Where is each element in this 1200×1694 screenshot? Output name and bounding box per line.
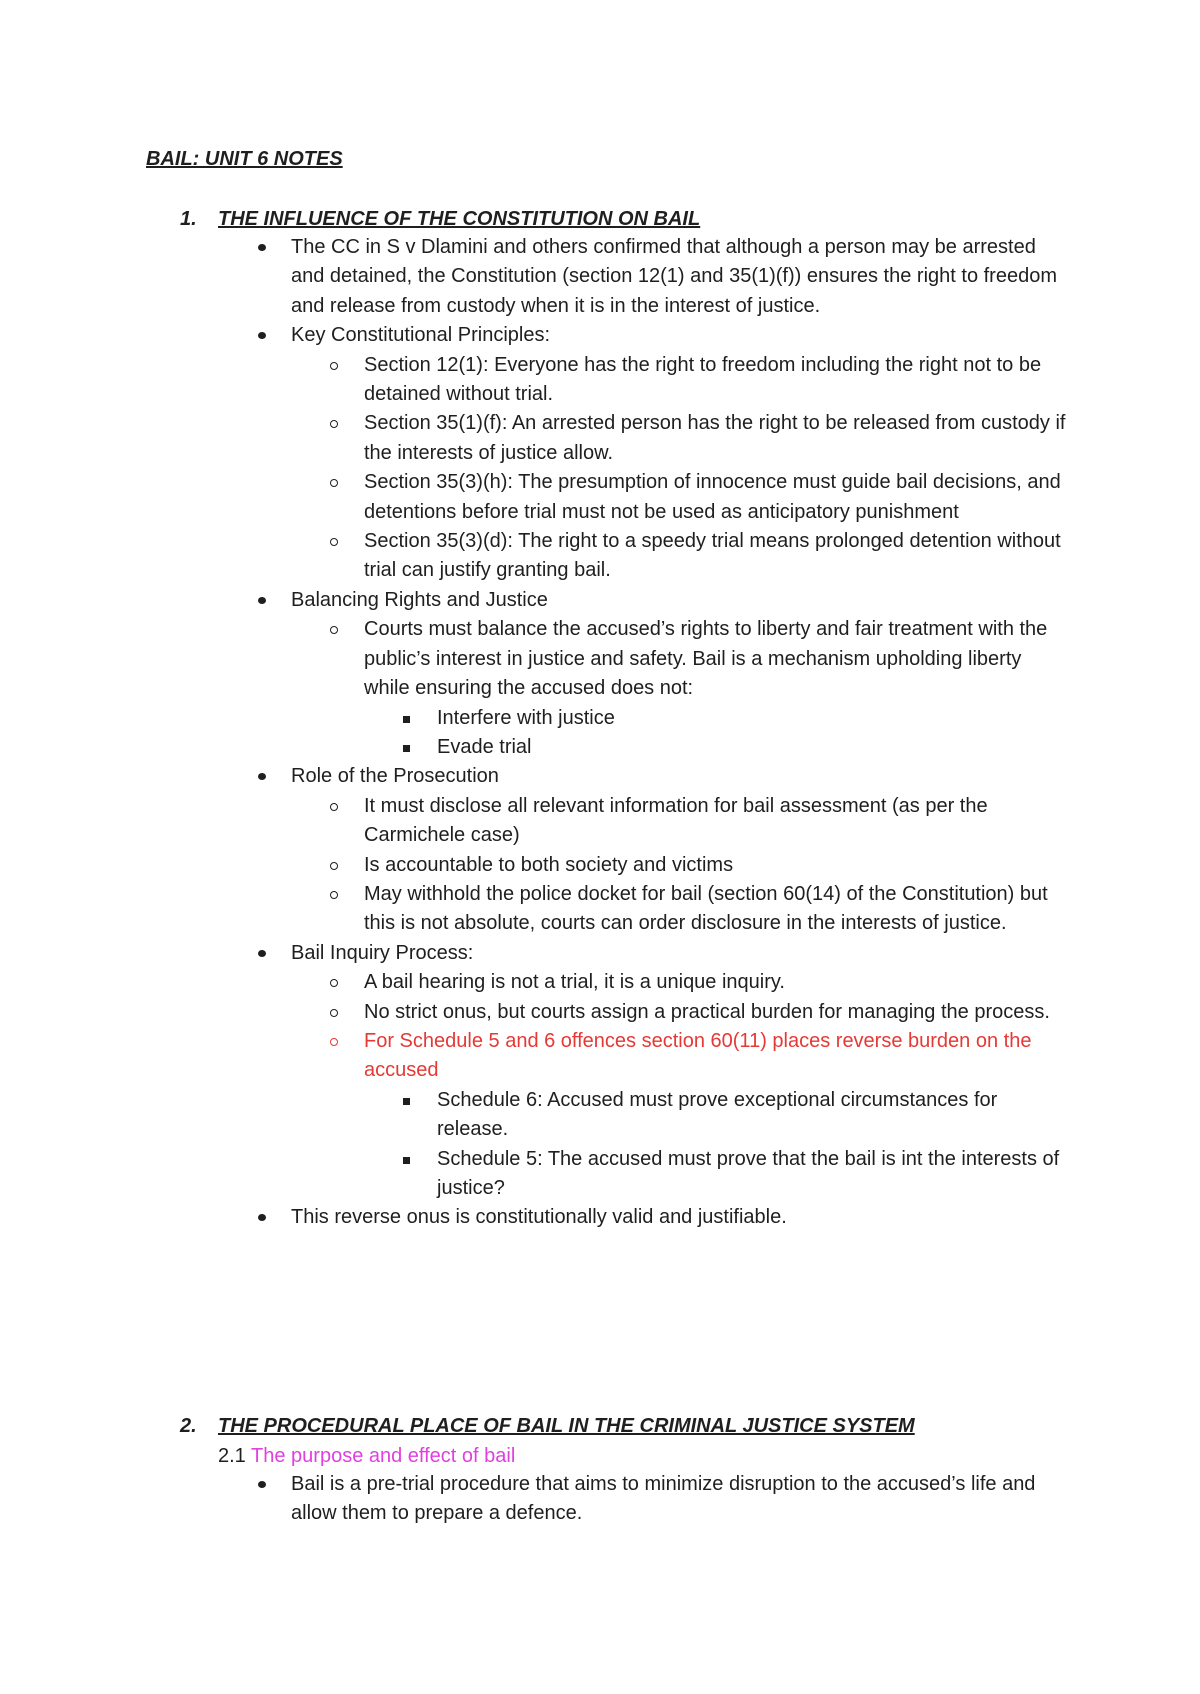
- section-1-bullet-list: [291, 233, 1071, 1233]
- list-item-label: Bail Inquiry Process:: [291, 941, 474, 964]
- sub-list: [364, 615, 1071, 762]
- list-item: This reverse onus is constitutionally valid and justifiable.: [291, 1203, 1071, 1232]
- section-1-title: THE INFLUENCE OF THE CONSTITUTION ON BAIL: [218, 208, 701, 230]
- sub-list-item: Section 35(3)(h): The presumption of innocence must guide bail decisions, and detentions before trial must not be used as anticipatory punishment: [364, 468, 1071, 527]
- list-item-label: Balancing Rights and Justice: [291, 588, 548, 611]
- section-2-title: THE PROCEDURAL PLACE OF BAIL IN THE CRIMINAL JUSTICE SYSTEM: [218, 1415, 915, 1437]
- list-item: [291, 939, 1071, 1204]
- sub-list-item: Section 35(1)(f): An arrested person has the right to be released from custody if the interests of justice allow.: [364, 409, 1071, 468]
- highlighted-sub-list-item-label: For Schedule 5 and 6 offences section 60(11) places reverse burden on the accused: [364, 1029, 1032, 1082]
- sub-sub-list-item: Schedule 6: Accused must prove exceptional circumstances for release.: [437, 1086, 1071, 1145]
- sub-list: [364, 351, 1071, 586]
- sub-sub-list-item: Schedule 5: The accused must prove that the bail is int the interests of justice?: [437, 1145, 1071, 1204]
- sub-sub-list-item: Evade trial: [437, 733, 1071, 762]
- subsection-2-1-heading: [218, 1442, 515, 1470]
- section-1-number: 1.: [180, 208, 197, 230]
- sub-list-item: May withhold the police docket for bail (section 60(14) of the Constitution) but this is not absolute, courts can order disclosure in the interests of justice.: [364, 880, 1071, 939]
- list-item: The CC in S v Dlamini and others confirmed that although a person may be arrested and detained, the Constitution (section 12(1) and 35(1)(f)) ensures the right to freedom and release from custody when it is in the interest of justice.: [291, 233, 1071, 321]
- section-2-number: 2.: [180, 1415, 197, 1437]
- sub-list-item: No strict onus, but courts assign a practical burden for managing the process.: [364, 998, 1071, 1027]
- sub-list-item: Section 35(3)(d): The right to a speedy trial means prolonged detention without trial can justify granting bail.: [364, 527, 1071, 586]
- subsection-title: The purpose and effect of bail: [251, 1445, 516, 1467]
- sub-list-item-label: Courts must balance the accused’s rights to liberty and fair treatment with the public’s interest in justice and safety. Bail is a mechanism upholding liberty while ensuring the accused does not:: [364, 618, 1048, 700]
- sub-list: [364, 968, 1071, 1203]
- list-item: [291, 762, 1071, 938]
- list-item-label: Key Constitutional Principles:: [291, 324, 551, 347]
- sub-list: [364, 792, 1071, 939]
- sub-list-item: [364, 615, 1071, 762]
- section-2-bullet-list: [291, 1470, 1071, 1529]
- sub-list-item: A bail hearing is not a trial, it is a unique inquiry.: [364, 968, 1071, 997]
- list-item-label: Role of the Prosecution: [291, 765, 499, 788]
- highlighted-sub-list-item: [364, 1027, 1071, 1203]
- sub-list-item: Section 12(1): Everyone has the right to freedom including the right not to be detained without trial.: [364, 351, 1071, 410]
- sub-list-item: It must disclose all relevant information for bail assessment (as per the Carmichele case): [364, 792, 1071, 851]
- sub-sub-list: [437, 1086, 1071, 1204]
- section-1-heading: [180, 206, 700, 232]
- list-item: [291, 321, 1071, 586]
- list-item: [291, 586, 1071, 762]
- subsection-number: 2.1: [218, 1445, 246, 1467]
- document-title: BAIL: UNIT 6 NOTES: [146, 148, 343, 170]
- sub-list-item: Is accountable to both society and victims: [364, 851, 1071, 880]
- section-2-heading: [180, 1413, 915, 1439]
- list-item: Bail is a pre-trial procedure that aims to minimize disruption to the accused’s life and allow them to prepare a defence.: [291, 1470, 1071, 1529]
- sub-sub-list: [437, 704, 1071, 763]
- sub-sub-list-item: Interfere with justice: [437, 704, 1071, 733]
